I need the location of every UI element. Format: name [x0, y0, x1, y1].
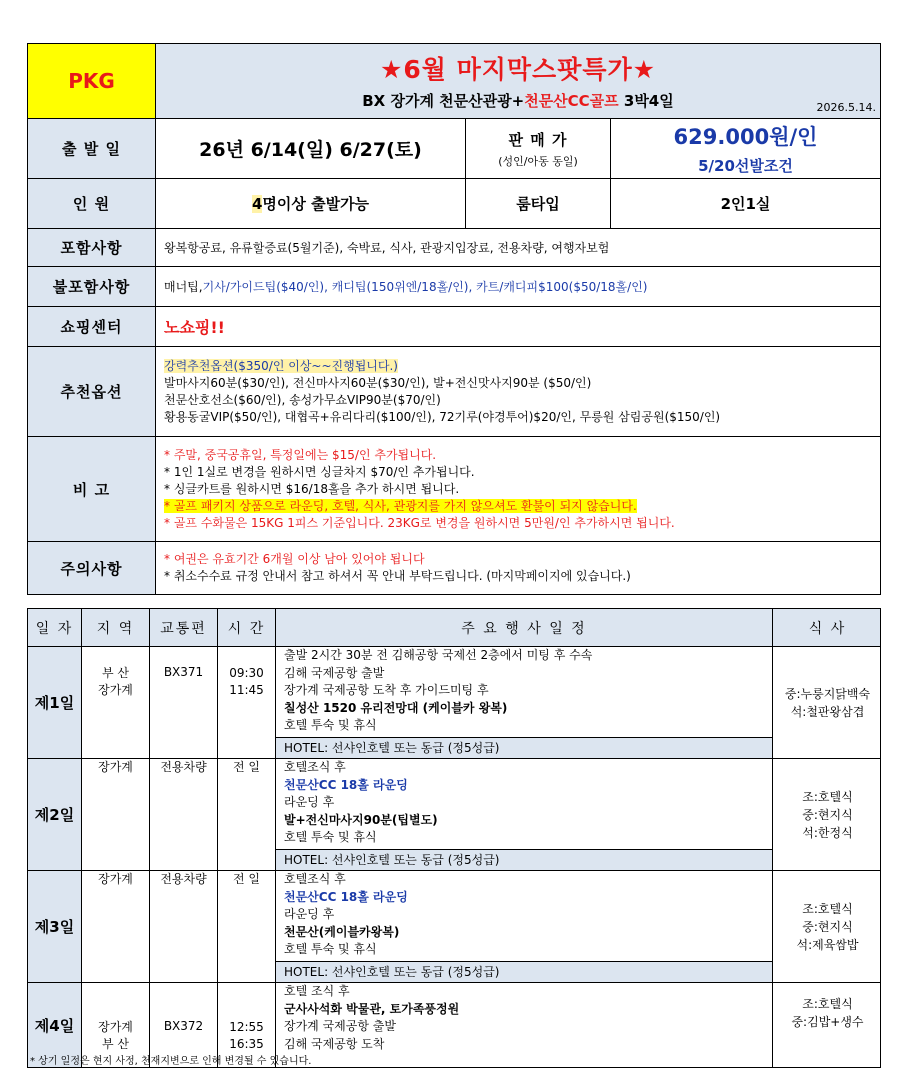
day-region [82, 871, 150, 982]
included-label: 포함사항 [28, 229, 156, 266]
title-row [28, 44, 880, 119]
caution-label: 주의사항 [28, 542, 156, 594]
remarks-list [156, 437, 880, 541]
excluded-part2: 기사/가이드팁($40/인), 캐디팁(150위엔/18홀/인), 카트/캐디피$100($50/18홀/인) [202, 280, 648, 294]
activity-line: 군사사석화 박물관, 토가족풍정원 [284, 1001, 460, 1016]
meal-line: 석:한정식 [802, 825, 853, 840]
day-time [218, 759, 276, 870]
activity-line: 호텔 투숙 및 휴식 [284, 718, 377, 732]
region-line: 장가계 [98, 1020, 133, 1034]
activity-line: 호텔 조식 후 [284, 984, 350, 998]
region-line: 부 산 [102, 1037, 129, 1051]
day-transport: BX372 [150, 983, 218, 1067]
day-activities [276, 647, 773, 758]
time-line: 12:55 [229, 1020, 264, 1034]
subtitle-part1: BX 장가계 천문산관광+ [362, 91, 525, 110]
excluded-row [28, 267, 880, 307]
day-region [82, 759, 150, 870]
excluded-label: 불포함사항 [28, 267, 156, 306]
header-time: 시 간 [218, 609, 276, 647]
activity-line: 김해 국제공항 출발 [284, 665, 385, 680]
caution-line-0: * 여권은 유효기간 6개월 이상 남아 있어야 됩니다 [164, 552, 425, 566]
day-activities [276, 983, 773, 1067]
options-label: 추천옵션 [28, 347, 156, 436]
meal-line: 중:누룽지닭백숙 [784, 686, 871, 701]
activity-line: 천문산CC 18홀 라운딩 [284, 889, 408, 904]
activity-line: 김해 국제공항 도착 [284, 1036, 385, 1051]
activity-line: 천문산CC 18홀 라운딩 [284, 777, 408, 792]
remark-line-0: * 주말, 중국공휴일, 특정일에는 $15/인 추가됩니다. [164, 447, 437, 462]
activity-line: 라운딩 후 [284, 795, 335, 809]
region-line: 장가계 [98, 760, 133, 774]
meal-line: 중:현지식 [802, 919, 853, 934]
itinerary-day-2 [28, 759, 880, 871]
itinerary-footnote: * 상기 일정은 현지 사정, 천재지변으로 인해 변경될 수 있습니다. [30, 1056, 312, 1067]
day-name: 제1일 [28, 647, 82, 758]
remark-line-3: * 골프 패키지 상품으로 라운딩, 호텔, 식사, 관광지를 가지 않으셔도 환불이 되지 않습니다. [164, 498, 637, 513]
activity-line: 발+전신마사지90분(팁별도) [284, 812, 438, 827]
day-name: 제4일 [28, 983, 82, 1067]
hotel-info: HOTEL: 선샤인호텔 또는 동급 (정5성급) [276, 961, 772, 982]
excluded-part1: 매너팁, [164, 280, 203, 294]
room-label: 룸타입 [466, 179, 611, 228]
region-line: 장가계 [98, 683, 133, 697]
option-line-3: 황용동굴VIP($50/인), 대협곡+유리다리($100/인), 72기루(야경투어)$20/인, 무릉원 삼림공원($150/인) [164, 409, 721, 424]
time-line: 전 일 [233, 760, 260, 774]
people-value [156, 179, 466, 228]
time-line: 16:35 [229, 1037, 264, 1051]
departure-label: 출 발 일 [28, 119, 156, 178]
room-value: 2인1실 [720, 195, 771, 213]
time-line: 전 일 [233, 872, 260, 886]
price-cell [611, 119, 880, 178]
subtitle-part3: 3박4일 [618, 91, 674, 110]
people-row [28, 179, 880, 229]
meal-line: 중:현지식 [802, 807, 853, 822]
page-subtitle [362, 90, 673, 111]
day-transport: BX371 [150, 647, 218, 758]
activity-line: 호텔 투숙 및 휴식 [284, 830, 377, 844]
hotel-info: HOTEL: 선샤인호텔 또는 동급 (정5성급) [276, 737, 772, 758]
day-name: 제2일 [28, 759, 82, 870]
options-list [156, 347, 880, 436]
activity-line: 호텔조식 후 [284, 872, 346, 886]
itinerary-header [28, 609, 880, 647]
caution-list [156, 542, 880, 594]
included-value: 왕복항공료, 유류할증료(5월기준), 숙박료, 식사, 관광지입장료, 전용차량, 여행자보험 [164, 241, 610, 255]
departure-dates: 26년 6/14(일) 6/27(토) [156, 119, 466, 178]
caution-line-1: * 취소수수료 규정 안내서 참고 하셔서 꼭 안내 부탁드립니다. (마지막페이지에 있습니다.) [164, 569, 631, 583]
itinerary-day-1 [28, 647, 880, 759]
meal-line: 조:호텔식 [802, 901, 853, 916]
activity-line: 라운딩 후 [284, 907, 335, 921]
activity-line: 칠성산 1520 유리전망대 (케이블카 왕복) [284, 700, 508, 715]
day-name: 제3일 [28, 871, 82, 982]
option-line-1: 발마사지60분($30/인), 전신마사지60분($30/인), 발+전신맛사지90분 ($50/인) [164, 375, 592, 390]
excluded-value [156, 267, 880, 306]
day-time [218, 871, 276, 982]
header-transport: 교통편 [150, 609, 218, 647]
remarks-row [28, 437, 880, 542]
options-row [28, 347, 880, 437]
header-meal: 식 사 [808, 621, 847, 637]
day-transport: 전용차량 [150, 871, 218, 982]
remark-line-1: * 1인 1실로 변경을 원하시면 싱글차지 $70/인 추가됩니다. [164, 464, 475, 479]
price-label-cell [466, 119, 611, 178]
day-meals [773, 871, 882, 982]
package-info-table [27, 43, 881, 595]
day-activities [276, 759, 773, 870]
day-transport: 전용차량 [150, 759, 218, 870]
activity-line: 장가계 국제공항 출발 [284, 1019, 396, 1033]
meal-line: 조:호텔식 [802, 997, 853, 1011]
meal-line: 중:김밥+생수 [791, 1015, 864, 1029]
activity-line: 출발 2시간 30분 전 김해공항 국제선 2층에서 미팅 후 수속 [284, 648, 593, 662]
itinerary-day-3 [28, 871, 880, 983]
pkg-label: PKG [28, 44, 156, 118]
price-label: 판 매 가 [508, 130, 568, 149]
activity-line: 장가계 국제공항 도착 후 가이드미팅 후 [284, 683, 489, 697]
price-note: 5/20선발조건 [698, 157, 793, 175]
remarks-label: 비 고 [28, 437, 156, 541]
day-meals [773, 759, 882, 870]
price-sublabel: (성인/아동 동일) [498, 154, 578, 168]
meal-line: 조:호텔식 [802, 789, 853, 804]
shopping-value: 노쇼핑!! [164, 318, 225, 337]
day-region [82, 647, 150, 758]
page-title: ★6월 마지막스팟특가★ [379, 54, 657, 84]
caution-row [28, 542, 880, 594]
option-line-0: 강력추천옵션($350/인 이상~~진행됩니다.) [164, 358, 398, 373]
option-line-2: 천문산호선소($60/인), 송성가무쇼VIP90분($70/인) [164, 392, 441, 407]
header-schedule: 주 요 행 사 일 정 [276, 609, 773, 647]
title-cell [156, 44, 880, 118]
hotel-info: HOTEL: 선샤인호텔 또는 동급 (정5성급) [276, 849, 772, 870]
people-count: 4 [251, 194, 263, 213]
day-time [218, 647, 276, 758]
day-meals [773, 983, 882, 1067]
shopping-label: 쇼핑센터 [28, 307, 156, 346]
included-row [28, 229, 880, 267]
remark-line-2: * 싱글카트를 원하시면 $16/18홀을 추가 하시면 됩니다. [164, 481, 460, 496]
header-region: 지 역 [82, 609, 150, 647]
meal-line: 석:제육쌈밥 [796, 937, 859, 952]
activity-line: 호텔조식 후 [284, 760, 346, 774]
activity-line: 천문산(케이블카왕복) [284, 924, 400, 939]
region-line: 장가계 [98, 872, 133, 886]
document-date: 2026.5.14. [816, 101, 876, 114]
people-label: 인 원 [28, 179, 156, 228]
departure-row [28, 119, 880, 179]
time-line: 11:45 [229, 683, 264, 697]
header-date: 일 자 [28, 609, 82, 647]
day-activities [276, 871, 773, 982]
meal-line: 석:철판왕삼겹 [790, 704, 865, 719]
price-value: 629.000원/인 [673, 125, 818, 149]
remark-line-4: * 골프 수화물은 15KG 1피스 기준입니다. 23KG로 변경을 원하시면 5만원/인 추가하시면 됩니다. [164, 515, 675, 530]
activity-line: 호텔 투숙 및 휴식 [284, 942, 377, 956]
subtitle-part2: 천문산CC골프 [524, 91, 619, 110]
time-line: 09:30 [229, 666, 264, 680]
people-value-rest: 명이상 출발가능 [262, 195, 370, 213]
itinerary-table [27, 608, 881, 1068]
region-line: 부 산 [102, 666, 129, 680]
shopping-row [28, 307, 880, 347]
day-meals [773, 647, 882, 758]
